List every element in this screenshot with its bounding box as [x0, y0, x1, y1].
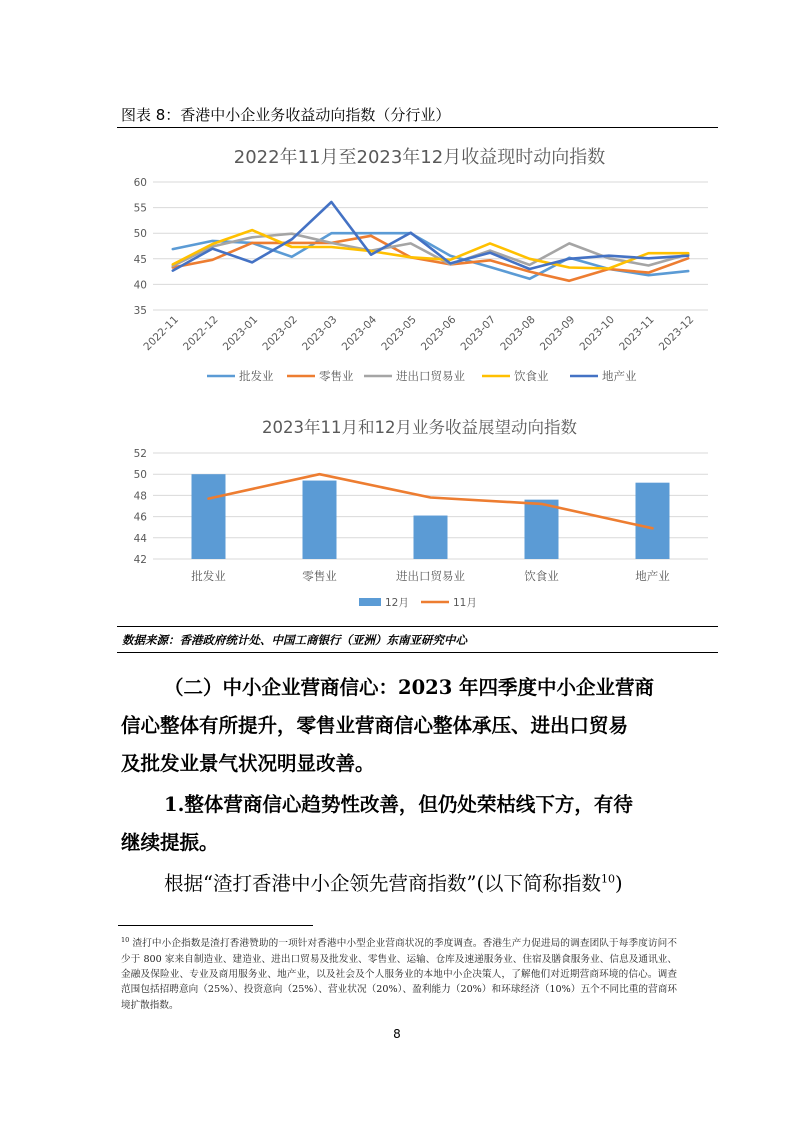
bar-chart-legend	[359, 597, 477, 609]
bar	[414, 516, 448, 559]
legend-label: 批发业	[239, 369, 274, 383]
page-number: 8	[393, 1027, 401, 1041]
bar	[636, 483, 670, 559]
bar	[192, 474, 226, 559]
source-bottom-rule	[117, 652, 718, 653]
section-heading-line-2: 信心整体有所提升，零售业营商信心整体承压、进出口贸易	[121, 714, 629, 737]
footnote	[121, 933, 677, 1013]
y-tick-label: 46	[133, 511, 147, 524]
x-tick-label: 2022-12	[181, 313, 221, 354]
x-tick-label: 2023-10	[577, 313, 618, 354]
x-tick-label: 2023-03	[300, 313, 340, 354]
y-tick-label: 44	[133, 532, 147, 545]
legend-label: 地产业	[602, 369, 637, 383]
x-tick-label: 2022-11	[141, 313, 181, 354]
x-tick-label: 2023-11	[617, 313, 657, 354]
x-tick-label: 2023-05	[379, 313, 419, 354]
line-chart-x-axis	[141, 313, 696, 353]
x-tick-label: 2023-09	[537, 313, 578, 354]
y-tick-label: 50	[133, 469, 147, 482]
x-tick-label: 饮食业	[524, 569, 559, 583]
y-tick-label: 60	[133, 177, 147, 189]
x-tick-label: 批发业	[191, 569, 226, 583]
line-chart-legend	[207, 369, 637, 383]
bar-chart-y-axis	[134, 448, 148, 566]
x-tick-label: 地产业	[635, 569, 670, 583]
x-tick-label: 进出口贸易业	[396, 569, 465, 583]
x-tick-label: 零售业	[302, 569, 337, 583]
bar-chart	[117, 440, 718, 620]
legend-label: 11月	[453, 597, 477, 609]
legend-label: 12月	[385, 597, 409, 609]
legend-label: 零售业	[319, 369, 354, 383]
y-tick-label: 48	[133, 490, 147, 503]
footnote-rule	[118, 925, 313, 926]
section-heading-line-1: （二）中小企业营商信心：2023 年四季度中小企业营商	[164, 676, 655, 699]
line-chart	[117, 170, 718, 390]
line-chart-series	[173, 202, 688, 281]
y-tick-label: 52	[133, 448, 147, 460]
legend-swatch-bar	[359, 598, 381, 606]
x-tick-label: 2023-01	[220, 313, 261, 354]
y-tick-label: 45	[133, 253, 147, 266]
x-tick-label: 2023-12	[656, 313, 697, 354]
figure-title: 图表 8：香港中小企业务收益动向指数（分行业）	[121, 106, 451, 124]
x-tick-label: 2023-08	[498, 313, 538, 354]
figure-top-rule	[117, 127, 718, 128]
y-tick-label: 40	[133, 279, 147, 292]
legend-label: 饮食业	[514, 369, 549, 383]
data-source-note: 数据来源：香港政府统计处、中国工商银行（亚洲）东南亚研究中心	[122, 633, 467, 647]
body-paragraph	[164, 868, 764, 896]
y-tick-label: 42	[133, 554, 147, 566]
x-tick-label: 2023-04	[339, 313, 380, 354]
source-top-rule	[117, 626, 718, 627]
y-tick-label: 50	[133, 228, 147, 241]
x-tick-label: 2023-07	[458, 313, 499, 354]
y-tick-label: 35	[133, 305, 147, 317]
legend-label: 进出口贸易业	[396, 369, 465, 383]
footnote-reference[interactable]: 10	[601, 872, 616, 886]
line-chart-y-axis	[134, 177, 147, 317]
x-tick-label: 2023-02	[260, 313, 300, 354]
footnote-text: 渣打中小企指数是渣打香港赞助的一项针对香港中小型企业营商状况的季度调查。香港生产力促进局的调查团队于每季度访问不少于 800 家来自制造业、建造业、进出口贸易及批发业、零售业、运输、仓库及速递服务业、住宿及膳食服务业、信息及通讯业、 金融及保险业、专业及商用服务业、地产业，以及社会及个人服务业的本地中小企决策人，了解他们对近期营商环境的信心。调查范围包括招聘意向（25%）、投资意向（25%）、营业状况（20%）、盈利能力（20%）和环球经济（10%）五个不同比重的营商环境扩散指数。	[121, 938, 677, 1011]
bar-chart-title: 2023年11月和12月业务收益展望动向指数	[262, 418, 577, 437]
section-heading-line-3: 及批发业景气状况明显改善。	[121, 752, 375, 775]
bar	[525, 500, 559, 559]
subheading-line-1: 1.整体营商信心趋势性改善，但仍处荣枯线下方，有待	[164, 793, 633, 816]
bar-chart-x-axis	[191, 569, 670, 583]
y-tick-label: 55	[133, 202, 147, 215]
line-chart-gridlines	[153, 182, 708, 310]
subheading-line-2: 继续提振。	[121, 831, 219, 854]
bar	[303, 481, 337, 559]
body-text: 根据“渣打香港中小企领先营商指数”(以下简称指数	[164, 872, 602, 895]
footnote-marker: 10	[121, 936, 130, 944]
body-text-end: )	[615, 872, 623, 895]
x-tick-label: 2023-06	[418, 313, 459, 354]
line-chart-title: 2022年11月至2023年12月收益现时动向指数	[233, 147, 606, 168]
